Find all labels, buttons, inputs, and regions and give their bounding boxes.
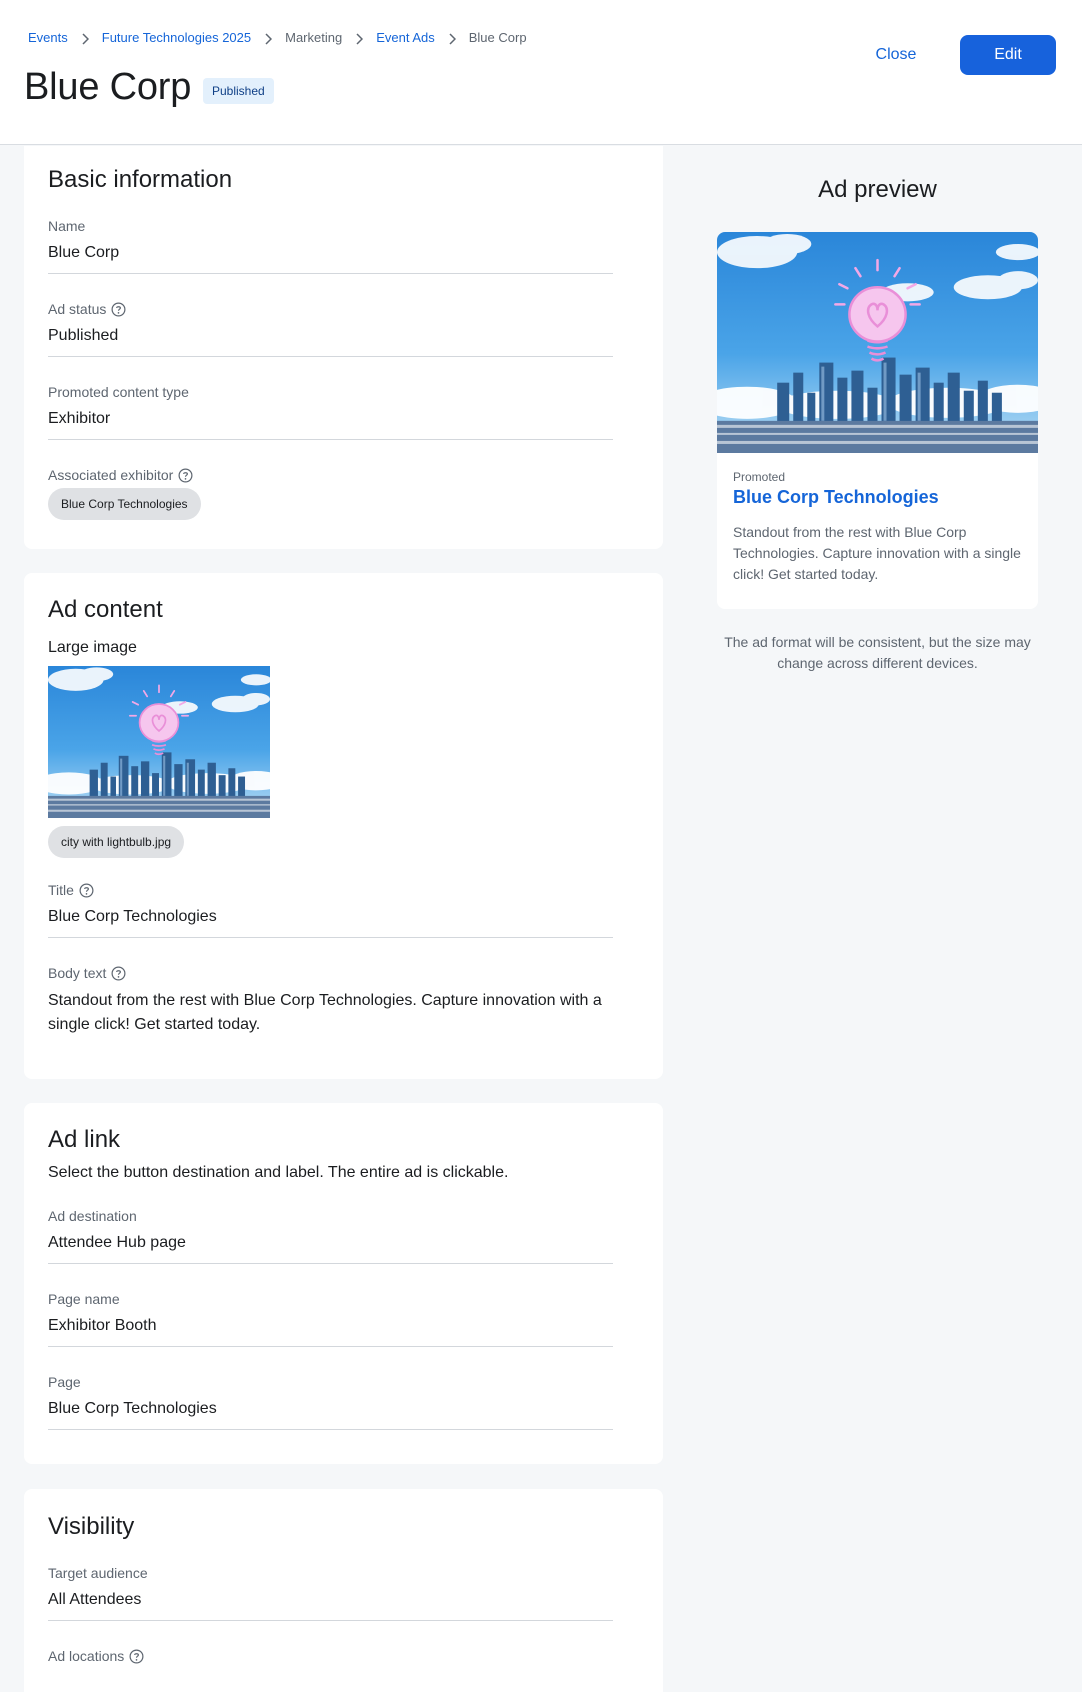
associated-exhibitor-field [48,466,613,520]
title-value: Blue Corp Technologies [48,908,217,925]
visibility-heading: Visibility [48,1513,135,1540]
ad-status-field [48,300,613,357]
name-label: Name [48,218,86,234]
ad-destination-field [48,1207,613,1264]
image-file-chip: city with lightbulb.jpg [48,826,184,858]
help-circle-icon[interactable] [111,302,126,317]
ad-content-card [24,573,663,1079]
help-circle-icon[interactable] [79,883,94,898]
preview-note: The ad format will be consistent, but the size may change across different devices. [724,634,1031,671]
chevron-right-icon [68,30,102,45]
ad-status-value: Published [48,327,119,344]
ad-link-card [24,1103,663,1464]
status-badge: Published [203,78,274,104]
target-audience-value: All Attendees [48,1591,142,1608]
associated-exhibitor-label: Associated exhibitor [48,467,174,483]
target-audience-field [48,1564,613,1621]
page-name-label: Page name [48,1291,120,1307]
page-label: Page [48,1374,81,1390]
large-image-thumbnail[interactable] [48,666,270,818]
preview-body-text: Standout from the rest with Blue Corp Technologies. Capture innovation with a single click! Get started today. [733,524,1021,582]
preview-promoted-label: Promoted [733,470,786,484]
title-label: Title [48,882,74,898]
large-image-label: Large image [48,639,137,656]
target-audience-label: Target audience [48,1565,148,1581]
breadcrumb-event-ads[interactable]: Event Ads [376,30,435,45]
chevron-right-icon [435,30,469,45]
ad-content-heading: Ad content [48,596,163,623]
ad-destination-value: Attendee Hub page [48,1234,186,1251]
ad-locations-label: Ad locations [48,1648,125,1664]
basic-information-heading: Basic information [48,166,233,193]
breadcrumb-marketing: Marketing [285,30,343,45]
ad-locations-field [48,1647,613,1665]
body-text-value: Standout from the rest with Blue Corp Technologies. Capture innovation with a single click! Get started today. [48,992,602,1033]
page-value: Blue Corp Technologies [48,1400,217,1417]
preview-heading: Blue Corp Technologies [733,487,939,507]
help-circle-icon[interactable] [111,966,126,981]
close-button[interactable]: Close [862,36,930,74]
body-text-field [48,964,613,1037]
page-header [0,0,1082,145]
title-field [48,881,613,938]
ad-preview-card[interactable] [717,232,1038,609]
page-name-field [48,1290,613,1347]
chevron-right-icon [251,30,285,45]
ad-preview-title: Ad preview [818,176,937,203]
ad-link-heading: Ad link [48,1126,121,1153]
ad-status-label: Ad status [48,301,107,317]
breadcrumb-current: Blue Corp [468,30,527,45]
name-field [48,217,613,274]
ad-preview-image [717,232,1038,453]
help-circle-icon[interactable] [129,1649,144,1664]
content-type-label: Promoted content type [48,384,189,400]
page-name-value: Exhibitor Booth [48,1317,157,1334]
content-type-field [48,383,613,440]
body-text-label: Body text [48,965,107,981]
breadcrumb [28,30,527,45]
exhibitor-chip: Blue Corp Technologies [48,488,201,520]
page-title: Blue Corp [24,66,192,108]
page-field [48,1373,613,1430]
breadcrumb-events[interactable]: Events [28,30,68,45]
chevron-right-icon [342,30,376,45]
help-circle-icon[interactable] [178,468,193,483]
ad-link-description: Select the button destination and label. The entire ad is clickable. [48,1164,509,1181]
edit-button[interactable]: Edit [960,35,1056,75]
content-type-value: Exhibitor [48,410,111,427]
visibility-card [24,1489,663,1692]
basic-information-card [24,146,663,549]
breadcrumb-future-technologies[interactable]: Future Technologies 2025 [101,30,252,45]
ad-destination-label: Ad destination [48,1208,137,1224]
name-value: Blue Corp [48,244,120,261]
